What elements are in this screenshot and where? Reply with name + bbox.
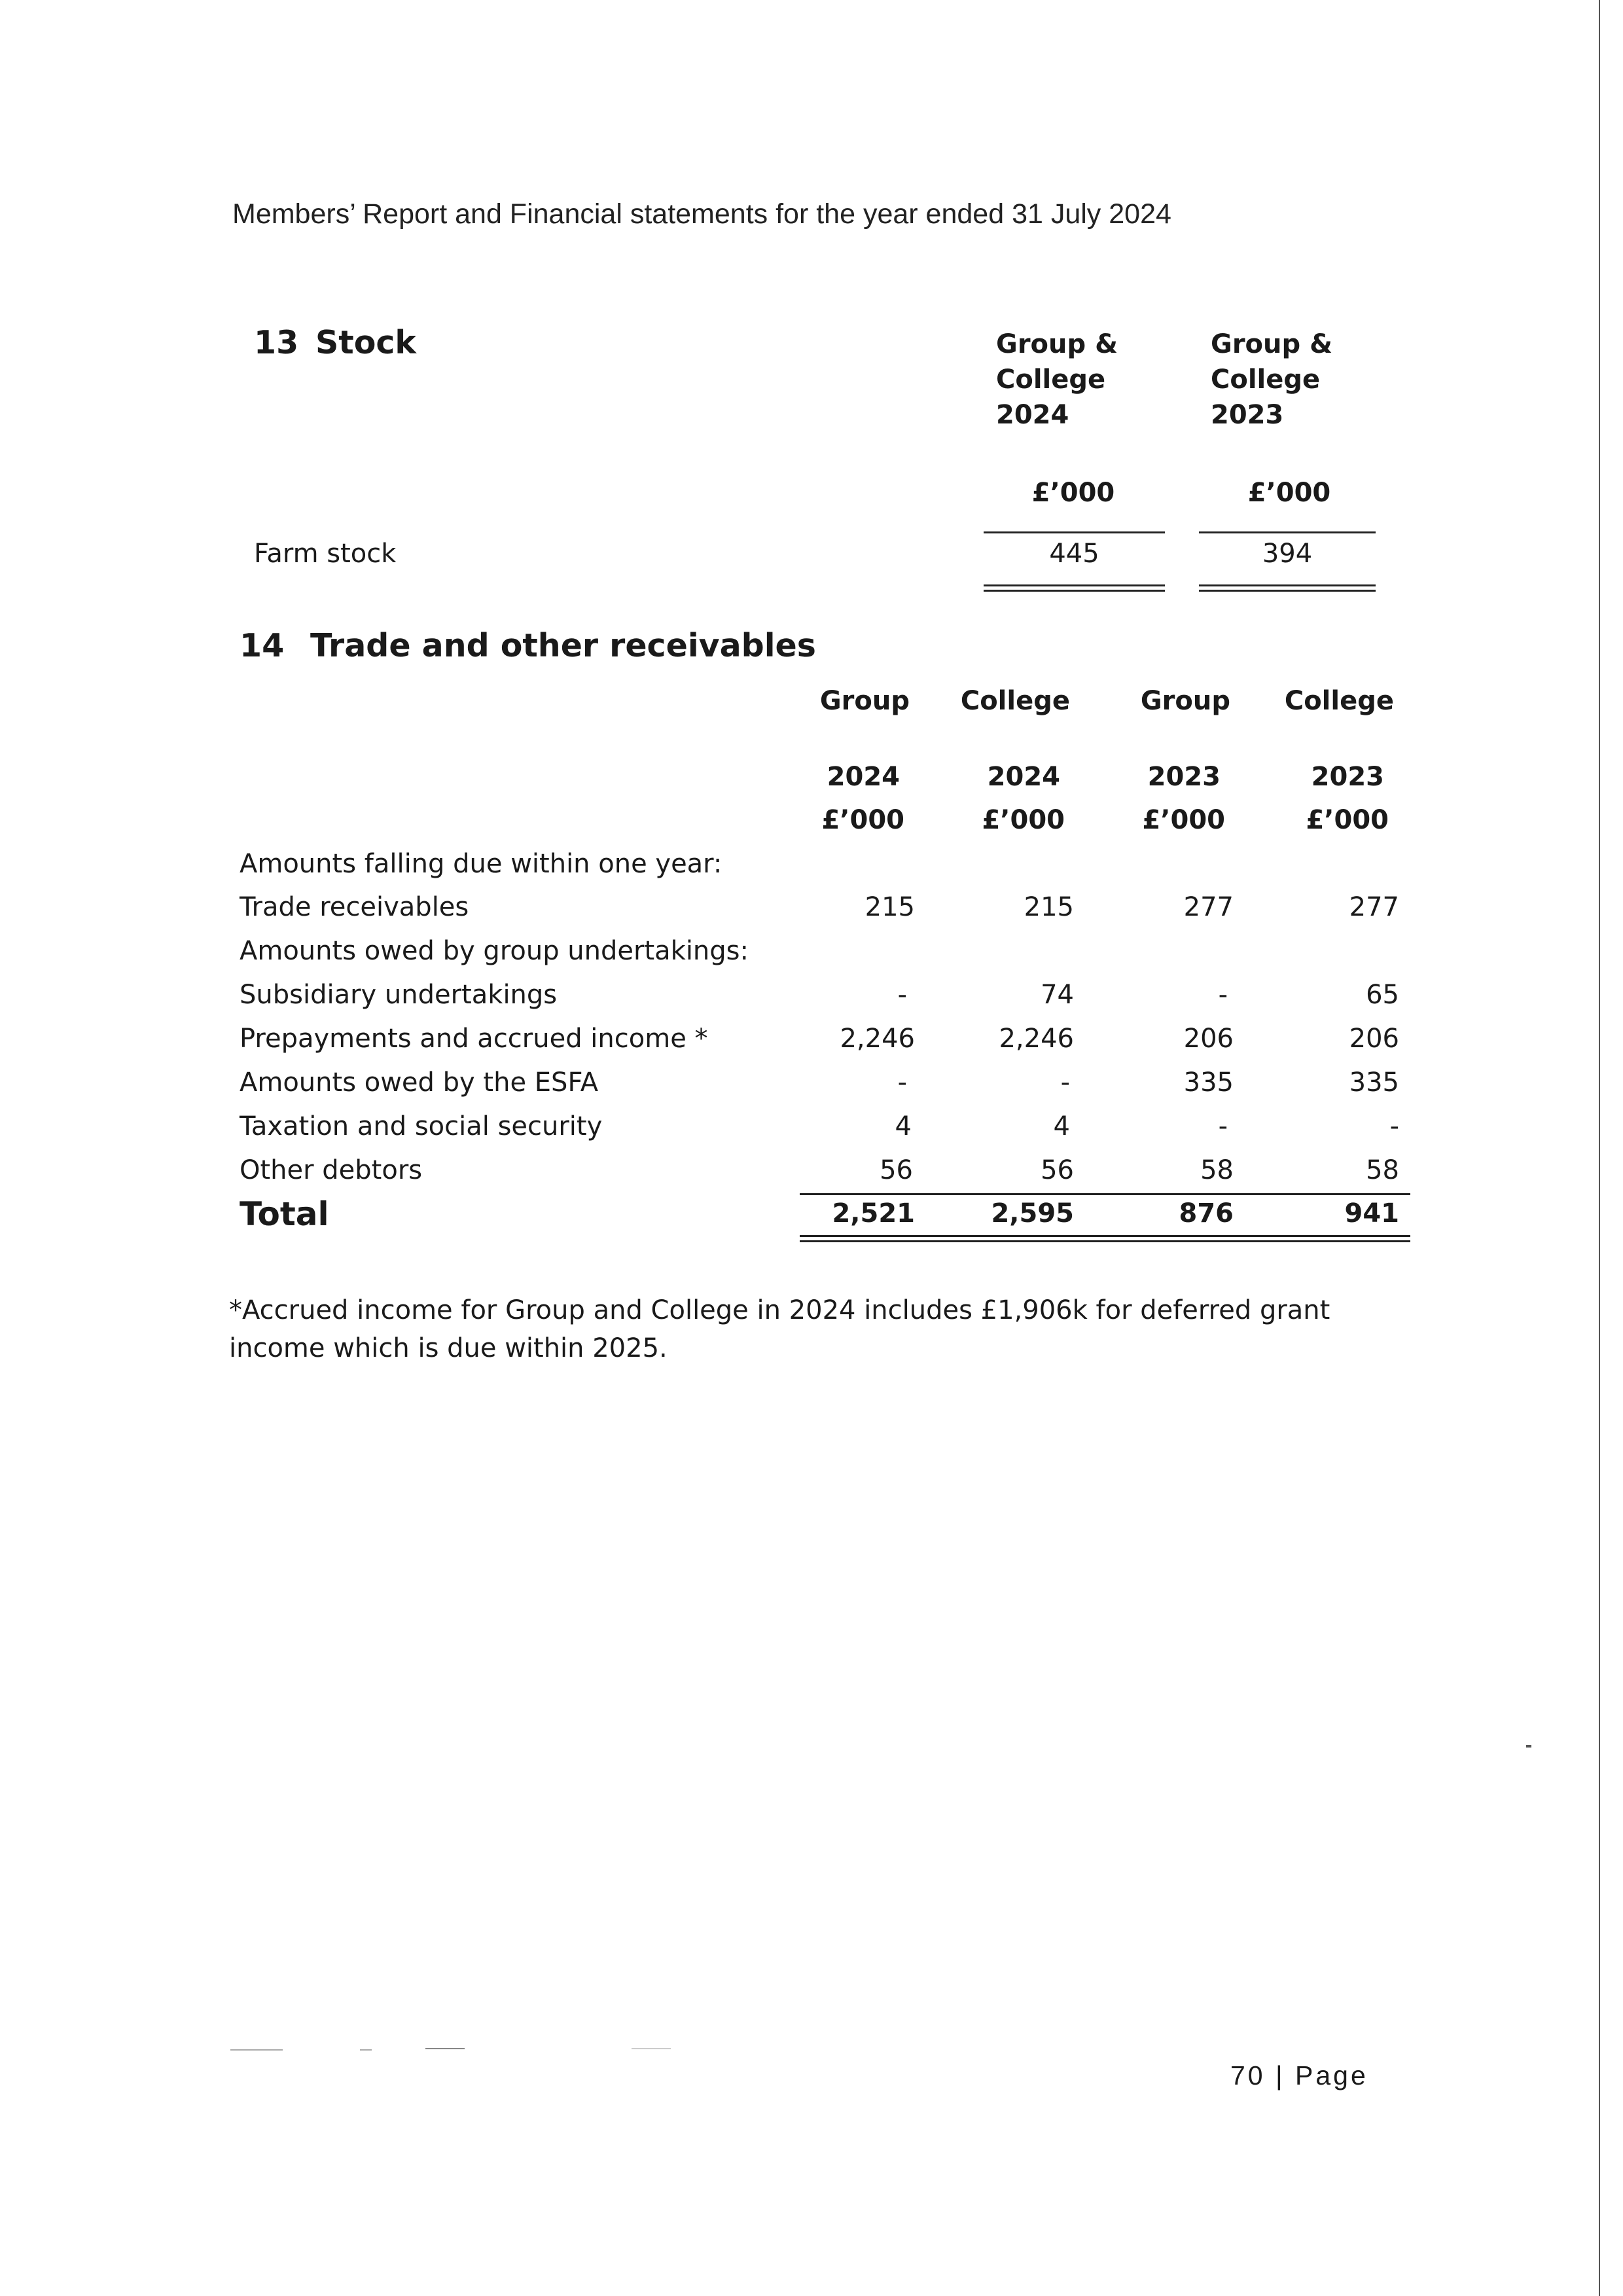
scan-artifact	[632, 2048, 671, 2049]
scan-edge-line	[1599, 0, 1600, 2296]
stock-col1-top-rule	[984, 531, 1165, 533]
rec-cell: 215	[865, 892, 915, 922]
rec-row-label: Prepayments and accrued income *	[240, 1024, 708, 1054]
rec-col1-unit: £’000	[821, 805, 904, 835]
total-cell: 2,521	[832, 1198, 915, 1229]
scan-artifact	[1526, 1745, 1531, 1748]
scan-artifact	[360, 2049, 372, 2051]
rec-cell: 206	[1183, 1024, 1234, 1054]
stock-col1-year: 2024	[996, 400, 1069, 430]
rec-col4-year: 2023	[1311, 762, 1384, 792]
rec-row-label: Amounts owed by group undertakings:	[240, 936, 749, 966]
rec-cell: 215	[1024, 892, 1074, 922]
rec-row-label: Taxation and social security	[240, 1111, 603, 1141]
rec-row-label: Amounts falling due within one year:	[240, 849, 722, 879]
rec-cell: 65	[1366, 980, 1399, 1010]
rec-cell: 74	[1041, 980, 1074, 1010]
rec-cell: 4	[1053, 1111, 1070, 1141]
section-13-title: Stock	[315, 324, 417, 361]
footnote-line-2: income which is due within 2025.	[229, 1333, 668, 1363]
rec-col2-year: 2024	[987, 762, 1060, 792]
total-cell: 876	[1179, 1198, 1234, 1229]
rec-col4-entity: College	[1284, 686, 1394, 716]
page-number: 70 | Page	[1230, 2060, 1368, 2090]
rec-col3-unit: £’000	[1142, 805, 1225, 835]
rec-col1-entity: Group	[819, 686, 910, 716]
rec-cell: 2,246	[999, 1024, 1074, 1054]
scan-artifact	[425, 2048, 465, 2049]
section-14-title: Trade and other receivables	[310, 627, 816, 664]
total-cell: 941	[1344, 1198, 1399, 1229]
rec-row-label: Amounts owed by the ESFA	[240, 1067, 599, 1098]
section-13-number: 13	[254, 324, 299, 361]
total-label: Total	[240, 1195, 329, 1233]
rec-cell: -	[897, 1067, 907, 1098]
rec-row-label: Trade receivables	[240, 892, 469, 922]
rec-col3-year: 2023	[1147, 762, 1221, 792]
rec-cell: 206	[1349, 1024, 1399, 1054]
stock-col1-line1: Group &	[996, 329, 1118, 359]
rec-col2-entity: College	[960, 686, 1070, 716]
rec-col3-entity: Group	[1140, 686, 1230, 716]
rec-row-label: Subsidiary undertakings	[240, 980, 558, 1010]
rec-cell: 58	[1366, 1155, 1399, 1185]
page-header: Members’ Report and Financial statements for the year ended 31 July 2024	[232, 198, 1171, 230]
total-bottom-rule-2	[800, 1240, 1410, 1242]
rec-cell: 277	[1183, 892, 1234, 922]
stock-col2-top-rule	[1199, 531, 1376, 533]
rec-cell: 56	[1041, 1155, 1074, 1185]
stock-col1-total-rule-2	[984, 590, 1165, 592]
stock-col2-line2: College	[1211, 365, 1321, 395]
total-cell: 2,595	[991, 1198, 1074, 1229]
rec-col1-year: 2024	[827, 762, 900, 792]
scan-artifact	[230, 2049, 283, 2051]
rec-cell: -	[1060, 1067, 1070, 1098]
rec-cell: 58	[1200, 1155, 1234, 1185]
total-top-rule	[800, 1193, 1410, 1195]
stock-row-value-2024: 445	[1049, 539, 1099, 569]
rec-cell: -	[1389, 1111, 1399, 1141]
rec-cell: 335	[1349, 1067, 1399, 1098]
footnote-line-1: *Accrued income for Group and College in 2024 includes £1,906k for deferred grant	[229, 1295, 1330, 1325]
rec-cell: -	[1218, 980, 1228, 1010]
stock-col1-unit: £’000	[1031, 478, 1115, 508]
rec-cell: 4	[895, 1111, 912, 1141]
stock-col2-unit: £’000	[1247, 478, 1331, 508]
stock-col1-total-rule-1	[984, 584, 1165, 586]
total-bottom-rule-1	[800, 1235, 1410, 1237]
stock-row-value-2023: 394	[1262, 539, 1313, 569]
rec-cell: 56	[880, 1155, 913, 1185]
stock-col2-total-rule-2	[1199, 590, 1376, 592]
rec-cell: 335	[1183, 1067, 1234, 1098]
rec-cell: -	[897, 980, 907, 1010]
stock-col2-line1: Group &	[1211, 329, 1332, 359]
rec-col4-unit: £’000	[1306, 805, 1389, 835]
stock-row-label: Farm stock	[254, 539, 397, 569]
stock-col1-line2: College	[996, 365, 1106, 395]
rec-cell: 2,246	[840, 1024, 915, 1054]
rec-cell: 277	[1349, 892, 1399, 922]
section-14-number: 14	[240, 627, 285, 664]
rec-col2-unit: £’000	[982, 805, 1065, 835]
rec-row-label: Other debtors	[240, 1155, 423, 1185]
rec-cell: -	[1218, 1111, 1228, 1141]
stock-col2-total-rule-1	[1199, 584, 1376, 586]
stock-col2-year: 2023	[1211, 400, 1284, 430]
